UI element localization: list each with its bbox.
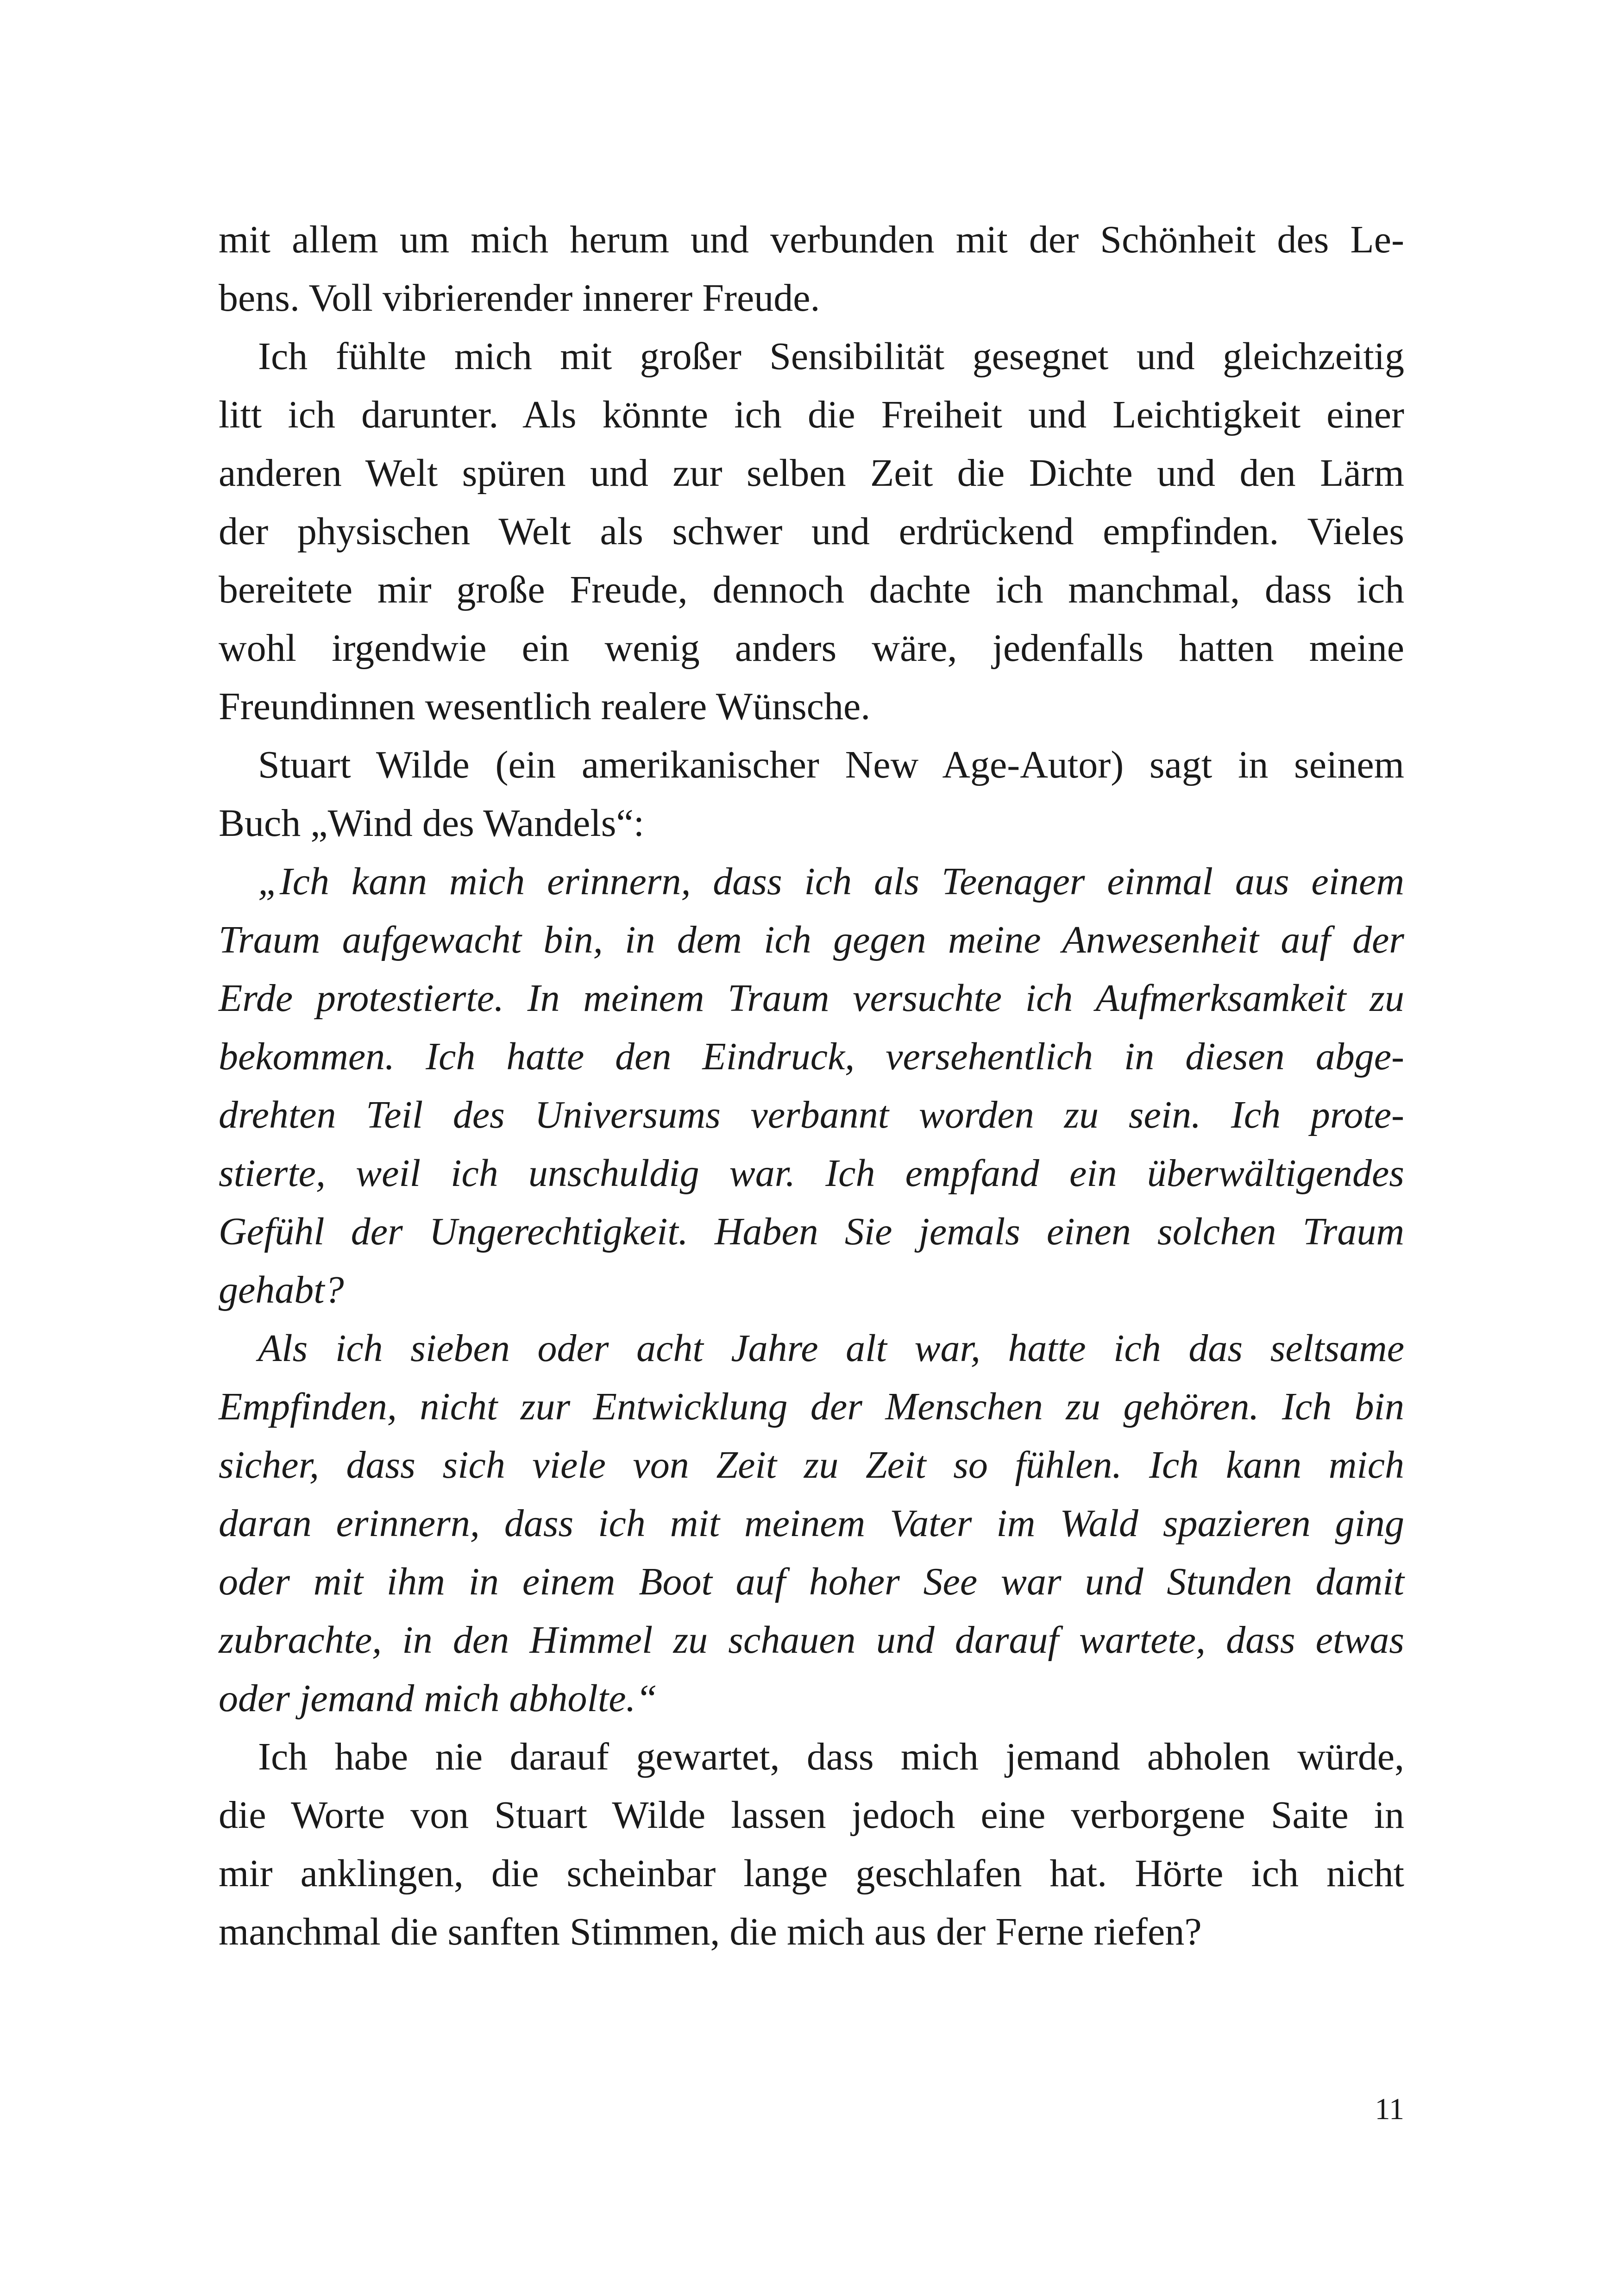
text-line: Ich habe nie darauf gewartet, dass mich jemand abholen würde, <box>258 1735 1404 1778</box>
quote-line: Gefühl der Ungerechtigkeit. Haben Sie jemals einen solchen Traum <box>219 1210 1404 1253</box>
quote-line: sicher, dass sich viele von Zeit zu Zeit so fühlen. Ich kann mich <box>219 1443 1404 1487</box>
text-line: mir anklingen, die scheinbar lange geschlafen hat. Hörte ich nicht <box>219 1852 1404 1895</box>
text-line: die Worte von Stuart Wilde lassen jedoch eine verborgene Saite in <box>219 1794 1404 1837</box>
quote-line: Erde protestierte. In meinem Traum versuchte ich Aufmerksamkeit zu <box>219 977 1404 1020</box>
text-line: mit allem um mich herum und verbunden mit der Schönheit des Le- <box>219 218 1404 261</box>
quote-line: oder mit ihm in einem Boot auf hoher See war und Stunden damit <box>219 1560 1404 1603</box>
quote-line: Empfinden, nicht zur Entwicklung der Menschen zu gehören. Ich bin <box>219 1385 1404 1428</box>
quote-line: daran erinnern, dass ich mit meinem Vater im Wald spazieren ging <box>219 1502 1404 1545</box>
text-line: Stuart Wilde (ein amerikanischer New Age-Autor) sagt in seinem <box>258 743 1404 786</box>
text-line: bens. Voll vibrierender innerer Freude. <box>219 276 820 320</box>
quote-line: stierte, weil ich unschuldig war. Ich empfand ein überwältigendes <box>219 1152 1404 1195</box>
text-line: litt ich darunter. Als könnte ich die Freiheit und Leichtigkeit einer <box>219 393 1404 436</box>
text-line: anderen Welt spüren und zur selben Zeit die Dichte und den Lärm <box>219 452 1404 495</box>
quote-line: drehten Teil des Universums verbannt worden zu sein. Ich prote- <box>219 1093 1404 1136</box>
text-line: manchmal die sanften Stimmen, die mich aus der Ferne riefen? <box>219 1910 1202 1953</box>
text-line: Ich fühlte mich mit großer Sensibilität gesegnet und gleichzeitig <box>258 335 1404 378</box>
text-line: Freundinnen wesentlich realere Wünsche. <box>219 685 871 728</box>
body-text <box>219 211 1404 1961</box>
quote-line: oder jemand mich abholte.“ <box>219 1677 658 1720</box>
quote-line: gehabt? <box>219 1268 344 1311</box>
page-number: 11 <box>1375 2092 1404 2126</box>
quote-line: Als ich sieben oder acht Jahre alt war, hatte ich das seltsame <box>258 1327 1404 1370</box>
text-line: der physischen Welt als schwer und erdrückend empfinden. Vieles <box>219 510 1404 553</box>
text-line: wohl irgendwie ein wenig anders wäre, jedenfalls hatten meine <box>219 627 1404 670</box>
quote-line: „Ich kann mich erinnern, dass ich als Teenager einmal aus einem <box>258 860 1404 903</box>
quote-line: Traum aufgewacht bin, in dem ich gegen meine Anwesenheit auf der <box>219 918 1404 961</box>
quote-line: bekommen. Ich hatte den Eindruck, versehentlich in diesen abge- <box>219 1035 1404 1078</box>
text-line: bereitete mir große Freude, dennoch dachte ich manchmal, dass ich <box>219 568 1404 611</box>
text-line: Buch „Wind des Wandels“: <box>219 802 645 845</box>
quote-line: zubrachte, in den Himmel zu schauen und darauf wartete, dass etwas <box>219 1618 1404 1662</box>
